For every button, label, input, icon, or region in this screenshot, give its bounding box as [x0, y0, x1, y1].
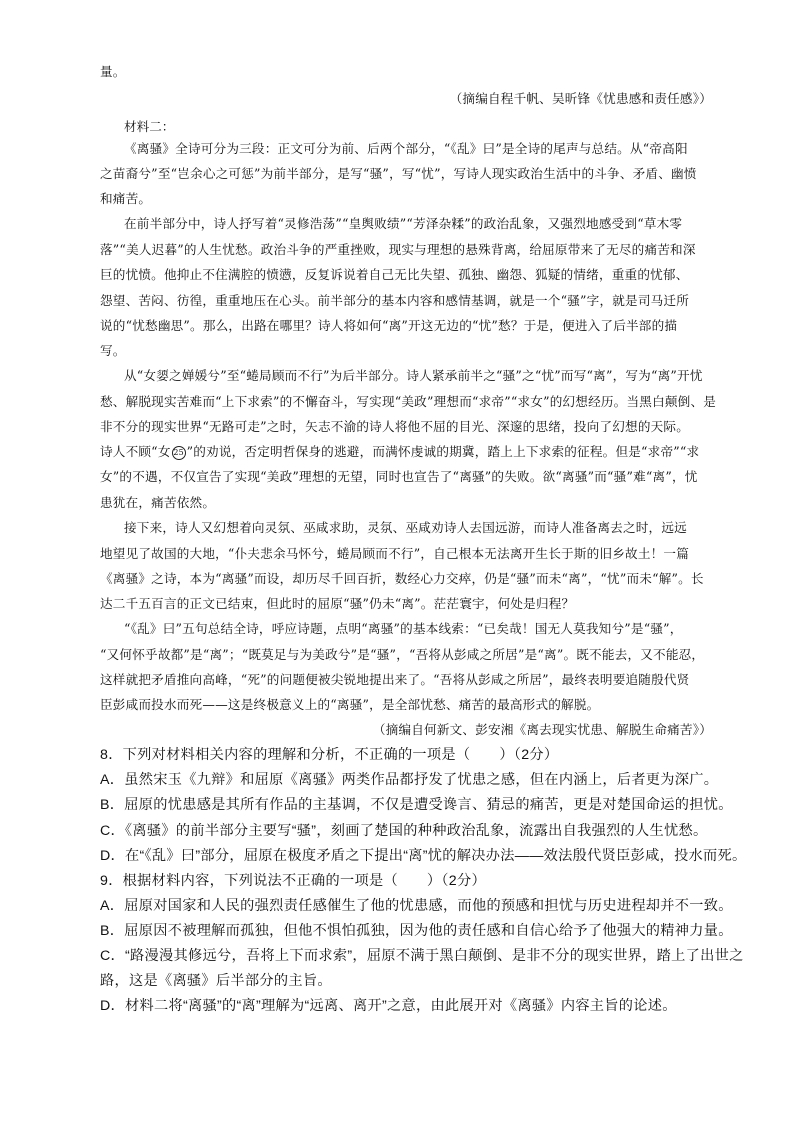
paragraph-text: ”的劝说，否定明哲保身的逃避，而满怀虔诚的期冀，踏上上下求索的征程。但是“求帝”“求: [186, 444, 700, 459]
paragraph-line: 女”的不遇，不仅宣告了实现“美政”理想的无望，同时也宣告了“离骚”的失败。欲“离骚”而“骚”难“离”，忧: [100, 469, 698, 484]
question-8-stem: 8．下列对材料相关内容的理解和分析，不正确的一项是（ ）（2分）: [100, 747, 559, 763]
paragraph-line: 之苗裔兮”至“岂余心之可惩”为前半部分，是写“骚”，写“忧”，写诗人现实政治生活中的斗争、矛盾、幽愤: [100, 166, 697, 181]
question-9-option-a: A．屈原对国家和人民的强烈责任感催生了他的忧患感，而他的预感和担忧与历史进程却并不一致。: [100, 898, 733, 914]
paragraph-line: 怨望、苦闷、彷徨，重重地压在心头。前半部分的基本内容和感情基调，就是一个“骚”字，就是司马迁所: [100, 293, 689, 308]
paragraph-line: 说的“忧愁幽思”。那么，出路在哪里？诗人将如何“离”开这无边的“忧”愁？于是，便进入了后半部的描: [100, 318, 678, 333]
paragraph-text: 诗人不顾“女: [100, 444, 171, 459]
paragraph-line: 《离骚》之诗，本为“离骚”而设，却历尽千回百折，数经心力交瘁，仍是“骚”而未“离”，“忧”而未“解”。长: [100, 571, 704, 586]
paragraph-line: 达二千五百言的正文已结束，但此时的屈原“骚”仍未“离”。茫茫寰宇，何处是归程？: [100, 596, 575, 611]
paragraph-line: 非不分的现实世界“无路可走”之时，矢志不渝的诗人将他不屈的目光、深邃的思绪，投向了幻想的天际。: [100, 419, 689, 434]
paragraph-line: 巨的忧愤。他抑止不住满腔的愤懑，反复诉说着自己无比失望、孤独、幽怨、狐疑的情绪，重重的忧郁、: [100, 267, 689, 282]
paragraph-line: 《离骚》全诗可分为三段：正文可分为前、后两个部分，“《乱》曰”是全诗的尾声与总结。从“帝高阳: [124, 141, 688, 156]
material-one-end-text: 量。: [100, 64, 126, 79]
paragraph-line: 在前半部分中，诗人抒写着“灵修浩荡”“皇舆败绩”“芳泽杂糅”的政治乱象，又强烈地感受到“草木零: [124, 216, 683, 231]
paragraph-line: 接下来，诗人又幻想着向灵氛、巫咸求助，灵氛、巫咸劝诗人去国远游，而诗人准备离去之时，远远: [124, 520, 687, 535]
question-9-option-d: D．材料二将“离骚”的“离”理解为“远离、离开”之意，由此展开对《离骚》内容主旨的论述。: [100, 998, 677, 1014]
paragraph-line: “《乱》曰”五句总结全诗，呼应诗题，点明“离骚”的基本线索：“已矣哉！国无人莫我知兮”是“骚”，: [124, 621, 683, 636]
paragraph-line: 患犹在，痛苦依然。: [100, 495, 216, 510]
paragraph-line: 从“女媭之婵媛兮”至“蜷局顾而不行”为后半部分。诗人紧承前半之“骚”之“忧”而写“离”，写为“离”开忧: [124, 368, 703, 383]
paragraph-line-with-footnote: [100, 444, 710, 460]
question-8-option-a: A．虽然宋玉《九辩》和屈原《离骚》两类作品都抒发了忧患之感，但在内涵上，后者更为深广。: [100, 772, 719, 788]
circled-number: 25: [172, 446, 186, 460]
paragraph-line: “又何怀乎故都”是“离”；“既莫足与为美政兮”是“骚”，“吾将从彭咸之所居”是“离”。既不能去，又不能忍，: [100, 647, 705, 662]
question-8-option-c: C．《离骚》的前半部分主要写“骚”，刻画了楚国的种种政治乱象，流露出自我强烈的人生忧愁。: [100, 823, 708, 839]
material-two-citation: （摘编自何新文、彭安湘《离去现实忧患、解脱生命痛苦》）: [372, 722, 712, 737]
paragraph-line: 臣彭咸而投水而死——这是终极意义上的“离骚”，是全部忧愁、痛苦的最高形式的解脱。: [100, 697, 600, 712]
paragraph-line: 落”“美人迟暮”的人生忧愁。政治斗争的严重挫败，现实与理想的悬殊背离，给屈原带来了无尽的痛苦和深: [100, 242, 696, 257]
question-9-option-c-continued: 路，这是《离骚》后半部分的主旨。: [100, 973, 332, 989]
material-one-citation: （摘编自程千帆、吴昕锋《忧患感和责任感》）: [449, 91, 712, 106]
material-two-heading: 材料二：: [124, 119, 175, 134]
paragraph-line: 和痛苦。: [100, 191, 152, 206]
paragraph-line: 愁、解脱现实苦难而“上下求索”的不懈奋斗，写实现“美政”理想而“求帝”“求女”的幻想经历。当黑白颠倒、是: [100, 394, 717, 409]
question-8-option-b: B．屈原的忧患感是其所有作品的主基调，不仅是遭受谗言、猜忌的痛苦，更是对楚国命运的担忧。: [100, 797, 733, 813]
question-9-option-b: B．屈原因不被理解而孤独，但他不惧怕孤独，因为他的责任感和自信心给予了他强大的精神力量。: [100, 923, 733, 939]
question-8-option-d: D．在“《乱》曰”部分，屈原在极度矛盾之下提出“离”忧的解决办法——效法殷代贤臣彭咸，投水而死。: [100, 848, 747, 864]
paragraph-line: 地望见了故国的大地，“仆夫悲余马怀兮，蜷局顾而不行”，自己根本无法离开生长于斯的旧乡故土！一篇: [100, 546, 689, 561]
paragraph-line: 这样就把矛盾推向高峰，“死”的问题便被尖锐地提出来了。“吾将从彭咸之所居”，最终表明要追随殷代贤: [100, 672, 690, 687]
question-9-option-c: C．“路漫漫其修远兮，吾将上下而求索”，屈原不满于黑白颠倒、是非不分的现实世界，踏上了出世之: [100, 948, 744, 964]
paragraph-line: 写。: [100, 343, 126, 358]
question-9-stem: 9．根据材料内容，下列说法不正确的一项是（ ）（2分）: [100, 873, 486, 889]
